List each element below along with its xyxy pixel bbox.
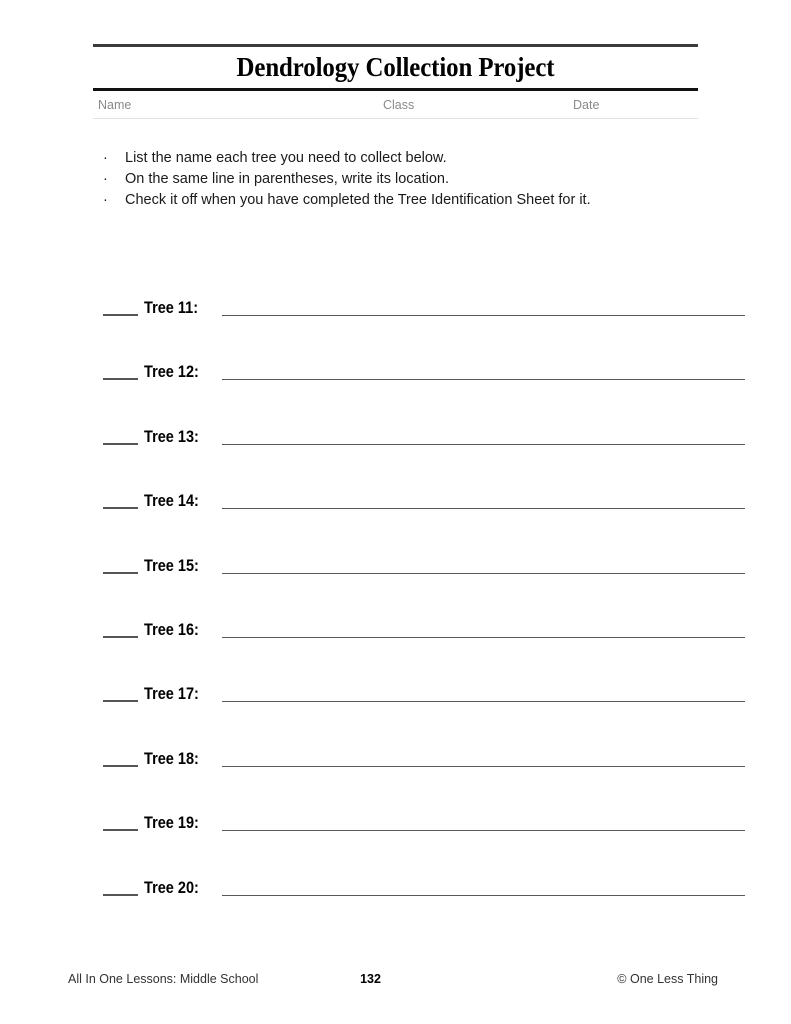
tree-checkoff-blank[interactable] xyxy=(103,765,138,767)
tree-entry-write-line[interactable] xyxy=(222,508,745,509)
bullet-icon: · xyxy=(103,171,108,187)
header-bottom-rule xyxy=(93,118,698,119)
page-title: Dendrology Collection Project xyxy=(236,52,555,82)
list-item xyxy=(103,190,703,211)
tree-entry-write-line[interactable] xyxy=(222,830,745,831)
tree-entry-write-line[interactable] xyxy=(222,637,745,638)
name-field-label: Name xyxy=(98,98,132,112)
tree-checkoff-blank[interactable] xyxy=(103,829,138,831)
tree-entry-label: Tree 18: xyxy=(144,749,199,768)
class-field-label: Class xyxy=(383,98,415,112)
tree-entry-label: Tree 17: xyxy=(144,685,199,704)
page-number: 132 xyxy=(360,972,381,986)
tree-checkoff-blank[interactable] xyxy=(103,572,138,574)
list-item xyxy=(103,148,703,169)
tree-checkoff-blank[interactable] xyxy=(103,636,138,638)
tree-entry-label: Tree 11: xyxy=(144,299,199,317)
instructions-list xyxy=(103,148,703,211)
tree-entry-row xyxy=(103,556,703,620)
bullet-icon: · xyxy=(103,150,108,166)
tree-entry-row xyxy=(103,813,703,877)
instruction-text: On the same line in parentheses, write its location. xyxy=(125,171,449,187)
tree-entry-row xyxy=(103,878,703,942)
tree-entry-label: Tree 20: xyxy=(144,878,199,897)
tree-checkoff-blank[interactable] xyxy=(103,443,138,445)
instruction-text: List the name each tree you need to collect below. xyxy=(125,150,447,166)
tree-checkoff-blank[interactable] xyxy=(103,378,138,380)
tree-entry-label: Tree 15: xyxy=(144,556,199,575)
tree-entry-list xyxy=(103,298,703,942)
bullet-icon: · xyxy=(103,192,108,208)
list-item xyxy=(103,169,703,190)
tree-entry-write-line[interactable] xyxy=(222,379,745,380)
header-top-rule xyxy=(93,44,698,47)
tree-entry-row xyxy=(103,620,703,684)
tree-entry-write-line[interactable] xyxy=(222,573,745,574)
tree-entry-label: Tree 13: xyxy=(144,427,199,446)
tree-entry-write-line[interactable] xyxy=(222,444,745,445)
page-header xyxy=(93,44,698,119)
tree-entry-label: Tree 16: xyxy=(144,620,199,639)
tree-entry-row xyxy=(103,684,703,748)
page-footer xyxy=(0,972,791,994)
tree-entry-label: Tree 12: xyxy=(144,363,199,382)
date-field-label: Date xyxy=(573,98,600,112)
tree-checkoff-blank[interactable] xyxy=(103,507,138,509)
tree-entry-write-line[interactable] xyxy=(222,895,745,896)
tree-entry-row xyxy=(103,298,703,362)
tree-entry-label: Tree 19: xyxy=(144,814,199,833)
student-info-row xyxy=(93,91,698,118)
footer-copyright: © One Less Thing xyxy=(617,972,718,986)
tree-entry-write-line[interactable] xyxy=(222,315,745,316)
tree-entry-write-line[interactable] xyxy=(222,701,745,702)
tree-entry-row xyxy=(103,427,703,491)
tree-checkoff-blank[interactable] xyxy=(103,894,138,896)
tree-entry-row xyxy=(103,491,703,555)
tree-entry-label: Tree 14: xyxy=(144,492,199,511)
tree-entry-row xyxy=(103,749,703,813)
tree-checkoff-blank[interactable] xyxy=(103,314,138,316)
footer-series-title: All In One Lessons: Middle School xyxy=(68,972,259,986)
instruction-text: Check it off when you have completed the Tree Identification Sheet for it. xyxy=(125,192,591,208)
tree-checkoff-blank[interactable] xyxy=(103,700,138,702)
tree-entry-write-line[interactable] xyxy=(222,766,745,767)
tree-entry-row xyxy=(103,362,703,426)
